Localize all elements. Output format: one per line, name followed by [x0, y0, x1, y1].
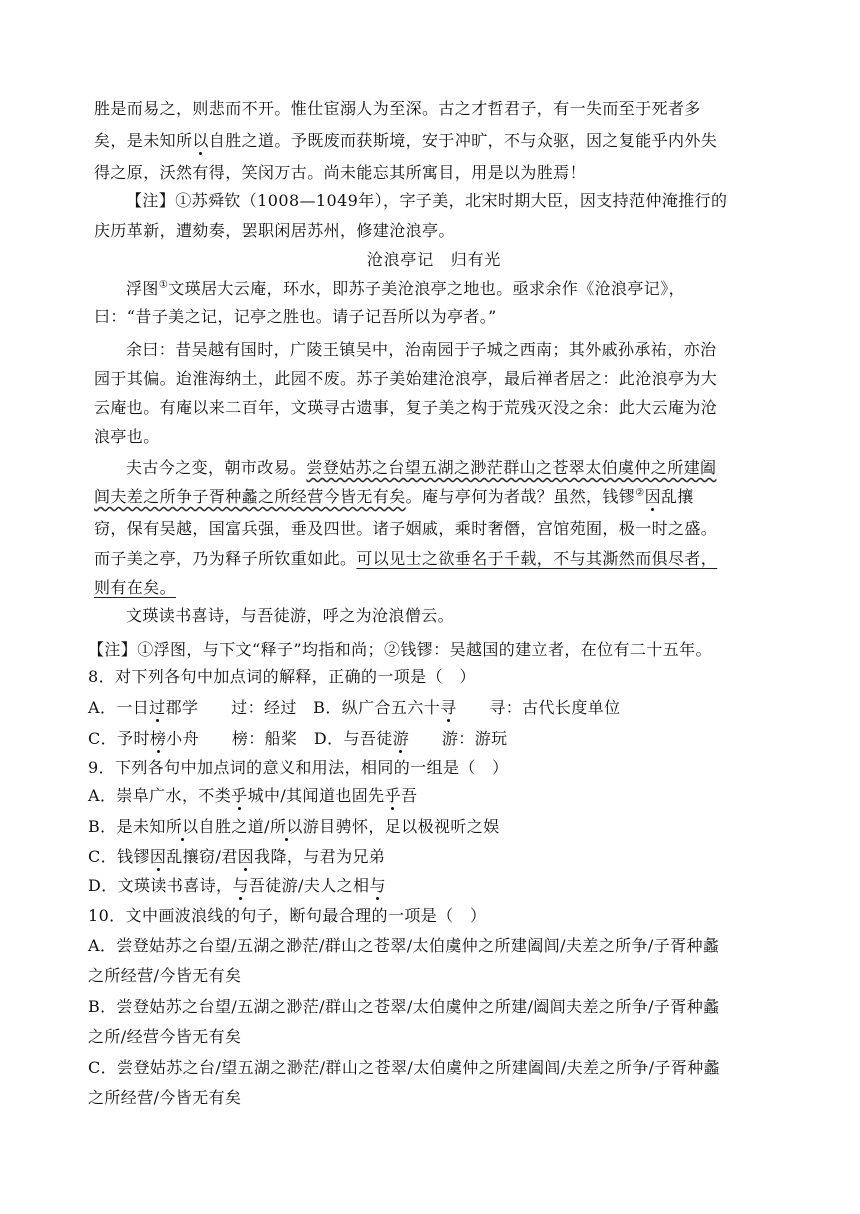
question-option: 之所/经营今皆无有矣 [88, 1027, 242, 1046]
question-option: A．崇阜广水，不类乎城中/其闻道也固先乎吾 [88, 786, 418, 805]
passage-line [94, 576, 774, 600]
question-option: A．一日过郡学 过：经过 B．纵广合五六十寻 寻：古代长度单位 [88, 698, 621, 717]
emphasis-dot-char: 所以 [165, 817, 199, 836]
passage-line: 文瑛读书喜诗，与吾徒游，呼之为沧浪僧云。 [126, 606, 455, 625]
question-option: C．钱镠因乱攘窃/君因我降，与君为兄弟 [88, 847, 386, 866]
question-option: A．尝登姑苏之台望/五湖之渺茫/群山之苍翠/太伯虞仲之所建阖闾/夫差之所争/子胥种蠡 [88, 936, 720, 955]
question-option: 之所经营/今皆无有矣 [88, 1088, 242, 1107]
emphasis-dot-char: 因 [644, 487, 661, 506]
question-option: B．是未知所以自胜之道/所以游目骋怀，足以极视听之娱 [88, 817, 500, 836]
emphasis-dot-char: 以 [192, 131, 209, 150]
passage-line: 余曰：昔吴越有国时，广陵王镇吴中，治南园于子城之西南；其外戚孙承祐，亦治 [126, 340, 717, 359]
question-option: B．尝登姑苏之台望/五湖之渺茫/群山之苍翠/太伯虞仲之所建/阖闾夫差之所争/子胥种蠡 [88, 997, 720, 1016]
emphasis-dot-char: 乎 [231, 786, 248, 805]
emphasis-dot-char: 与 [232, 876, 249, 895]
passage-line: 胜是而易之，则悲而不开。惟仕宦溺人为至深。古之才哲君子，有一失而至于死者多 [94, 99, 701, 118]
question-stem: 10．文中画波浪线的句子，断句最合理的一项是（ ） [88, 906, 487, 925]
question-stem: 9．下列各句中加点词的意义和用法，相同的一组是（ ） [88, 758, 509, 777]
footnote-marker: ① [158, 279, 169, 291]
passage-line: 而子美之亭，乃为释子所钦重如此。可以见士之欲垂名于千载，不与其澌然而俱尽者， [94, 549, 718, 568]
passage-line: 闾夫差之所争子胥种蠡之所经营今皆无有矣。庵与亭何为者哉？虽然，钱镠②因乱攘 [94, 487, 694, 506]
question-option: C．予时榜小舟 榜：船桨 D．与吾徒游 游：游玩 [88, 729, 508, 748]
emphasis-dot-char: 因 [149, 847, 167, 866]
wavy-underlined-text: 尝登姑苏之台望五湖之渺茫群山之苍翠太伯虞仲之所建阖 [306, 458, 717, 477]
question-option: C．尝登姑苏之台/望五湖之渺茫/群山之苍翠/太伯虞仲之所建阖闾/夫差之所争/子胥种蠡 [88, 1058, 720, 1077]
underlined-text: 则有在矣。 [94, 578, 177, 597]
question-option: 之所经营/今皆无有矣 [88, 966, 242, 985]
emphasis-dot-char: 游 [392, 729, 410, 748]
passage-line: 窃，保有吴越，国富兵强，垂及四世。诸子姻戚，乘时奢僭，宫馆苑囿，极一时之盛。 [94, 519, 718, 538]
passage-line: 夫古今之变，朝市改易。尝登姑苏之台望五湖之渺茫群山之苍翠太伯虞仲之所建阖 [126, 458, 717, 477]
emphasis-dot-char: 因 [237, 847, 255, 866]
passage-line: 曰：“昔子美之记，记亭之胜也。请子记吾所以为亭者。” [94, 307, 497, 326]
wavy-underlined-text: 闾夫差之所争子胥种蠡之所经营今皆无有矣 [94, 487, 406, 506]
emphasis-dot-char: 寻 [440, 698, 457, 717]
note-line: 【注】①苏舜钦（1008—1049年），字子美，北宋时期大臣，因支持范仲淹推行的 [126, 191, 728, 210]
underlined-text: 可以见士之欲垂名于千载，不与其澌然而俱尽者， [356, 549, 718, 568]
passage-line: 园于其偏。迨淮海纳土，此园不废。苏子美始建沧浪亭，最后禅者居之：此沧浪亭为大 [94, 369, 718, 388]
emphasis-dot-char: 与 [369, 876, 386, 895]
footnote-marker: ② [635, 487, 645, 499]
note-line: 庆历革新，遭劾奏，罢职闲居苏州，修建沧浪亭。 [94, 221, 455, 240]
passage-line: 浪亭也。 [94, 427, 160, 446]
passage-line: 矣，是未知所以自胜之道。予既废而获斯境，安于冲旷，不与众驱，因之复能乎内外失 [94, 131, 718, 150]
passage-line: 云庵也。有庵以来二百年，文瑛寻古遗事，复子美之构于荒残灭没之余：此大云庵为沧 [94, 398, 718, 417]
emphasis-dot-char: 乎 [384, 786, 401, 805]
note-line: 【注】①浮图，与下文“释子”均指和尚；②钱镠：吴越国的建立者，在位有二十五年。 [88, 640, 712, 659]
question-stem: 8．对下列各句中加点词的解释，正确的一项是（ ） [88, 667, 476, 686]
passage-line: 浮图①文瑛居大云庵，环水，即苏子美沧浪亭之地也。亟求余作《沧浪亭记》， [126, 279, 685, 298]
emphasis-dot-char: 榜 [149, 729, 167, 748]
passage-title: 沧浪亭记 归有光 [366, 250, 502, 269]
emphasis-dot-char: 过 [149, 698, 166, 717]
question-option: D．文瑛读书喜诗，与吾徒游/夫人之相与 [88, 876, 386, 895]
emphasis-dot-char: 所以 [269, 817, 303, 836]
passage-line: 得之原，沃然有得，笑闵万古。尚未能忘其所寓目，用是以为胜焉！ [94, 163, 587, 182]
